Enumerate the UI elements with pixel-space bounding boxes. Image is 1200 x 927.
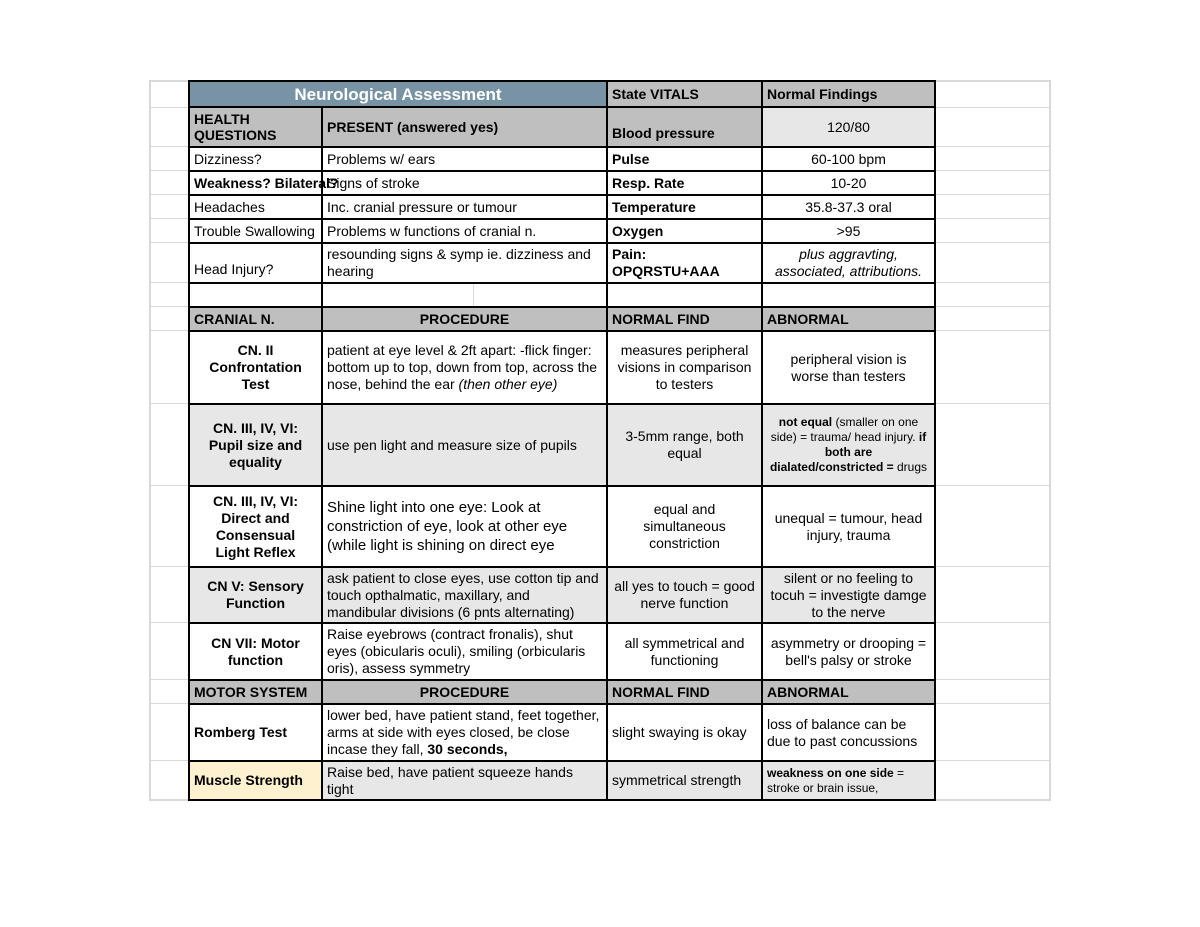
health-question: Head Injury?: [188, 242, 323, 284]
abnormal-emphasis: not equal: [778, 415, 833, 429]
vital-name: Pain: OPQRSTU+AAA: [606, 242, 763, 284]
health-question: Dizziness?: [188, 146, 323, 172]
health-present: Signs of stroke: [321, 170, 608, 196]
gridline: [150, 170, 189, 171]
vital-normal: 35.8-37.3 oral: [761, 194, 936, 220]
health-questions-header: HEALTH QUESTIONS: [188, 106, 323, 148]
gridline: [150, 679, 189, 680]
vital-normal: plus aggravting, associated, attributions.: [761, 242, 936, 284]
cranial-procedure: Shine light into one eye: Look at constriction of eye, look at other eye (while light is shining on direct eye: [321, 485, 608, 568]
border-segment: [934, 282, 936, 308]
health-present: Problems w/ ears: [321, 146, 608, 172]
gridline: [150, 242, 189, 243]
normal-find-header: NORMAL FIND: [606, 306, 763, 332]
gridline: [934, 485, 1050, 486]
cranial-abnormal: asymmetry or drooping = bell's palsy or stroke: [761, 622, 936, 681]
health-question: Trouble Swallowing: [188, 218, 323, 244]
cranial-normal: all symmetrical and functioning: [606, 622, 763, 681]
motor-normal: symmetrical strength: [606, 760, 763, 801]
cranial-procedure: ask patient to close eyes, use cotton tip and touch opthalmatic, maxillary, and mandibular divisions (6 pnts alternating): [321, 566, 608, 624]
motor-procedure: Raise bed, have patient squeeze hands tight: [321, 760, 608, 801]
vital-normal: 10-20: [761, 170, 936, 196]
abnormal-text: drugs: [893, 460, 928, 474]
border-segment: [606, 282, 608, 308]
motor-header: MOTOR SYSTEM: [188, 679, 323, 705]
abnormal-text: (smaller on one side) = trauma/ head injury.: [770, 415, 919, 444]
normal-findings-header: Normal Findings: [761, 80, 936, 108]
gridline: [1049, 80, 1051, 801]
border-segment: [321, 282, 323, 308]
procedure-emphasis: 30 seconds,: [427, 741, 508, 757]
vital-name: Temperature: [606, 194, 763, 220]
health-present: Inc. cranial pressure or tumour: [321, 194, 608, 220]
motor-abnormal: loss of balance can be due to past concussions: [761, 703, 936, 762]
cranial-nerve-name: CN V: Sensory Function: [188, 566, 323, 624]
procedure-text: lower bed, have patient stand, feet together, arms at side with eyes closed, be close incase they fall,: [327, 707, 600, 757]
gridline: [934, 107, 1050, 108]
cranial-abnormal: peripheral vision is worse than testers: [761, 330, 936, 405]
abnormal-emphasis: if both are dialated/constricted =: [769, 430, 927, 474]
gridline: [934, 566, 1050, 567]
gridline: [934, 242, 1050, 243]
cranial-procedure: use pen light and measure size of pupils: [321, 403, 608, 487]
gridline: [934, 679, 1050, 680]
cranial-header: CRANIAL N.: [188, 306, 323, 332]
cranial-abnormal: unequal = tumour, head injury, trauma: [761, 485, 936, 568]
vital-name: Pulse: [606, 146, 763, 172]
cranial-nerve-name: CN. III, IV, VI: Direct and Consensual Light Reflex: [188, 485, 323, 568]
gridline: [149, 80, 151, 801]
cranial-nerve-name: CN. II Confrontation Test: [188, 330, 323, 405]
border-segment: [761, 282, 763, 308]
abnormal-header: ABNORMAL: [761, 306, 936, 332]
cranial-normal: all yes to touch = good nerve function: [606, 566, 763, 624]
gridline: [150, 403, 189, 404]
gridline: [934, 218, 1050, 219]
motor-test-name: Muscle Strength: [188, 760, 323, 801]
gridline: [934, 146, 1050, 147]
abnormal-text: = stroke or brain issue,: [767, 765, 905, 795]
gridline: [934, 703, 1050, 704]
normal-find-header: NORMAL FIND: [606, 679, 763, 705]
cranial-abnormal: [761, 403, 936, 487]
motor-procedure: [321, 703, 608, 762]
gridline: [934, 330, 1050, 331]
abnormal-emphasis: weakness on one side: [767, 765, 894, 780]
gridline: [934, 760, 1050, 761]
vitals-header: State VITALS: [606, 80, 763, 108]
motor-abnormal: [761, 760, 936, 801]
health-present: Problems w functions of cranial n.: [321, 218, 608, 244]
motor-normal: slight swaying is okay: [606, 703, 763, 762]
gridline: [150, 703, 189, 704]
vital-normal: 60-100 bpm: [761, 146, 936, 172]
cranial-procedure: [321, 330, 608, 405]
procedure-note: (then other eye): [458, 376, 558, 392]
procedure-text: patient at eye level & 2ft apart: -flick finger: bottom up to top, down from top, across the nose, behind the ear: [327, 342, 598, 392]
gridline: [934, 80, 1050, 81]
gridline: [150, 194, 189, 195]
page-title: Neurological Assessment: [188, 80, 608, 108]
vital-normal: 120/80: [761, 106, 936, 148]
cranial-nerve-name: CN. III, IV, VI: Pupil size and equality: [188, 403, 323, 487]
gridline: [150, 146, 189, 147]
cranial-procedure: Raise eyebrows (contract fronalis), shut eyes (obicularis oculi), smiling (orbicularis oris), assess symmetry: [321, 622, 608, 681]
cranial-nerve-name: CN VII: Motor function: [188, 622, 323, 681]
gridline: [473, 283, 474, 306]
present-header: PRESENT (answered yes): [321, 106, 608, 148]
gridline: [150, 330, 189, 331]
cranial-normal: 3-5mm range, both equal: [606, 403, 763, 487]
vital-name: Resp. Rate: [606, 170, 763, 196]
gridline: [934, 170, 1050, 171]
motor-test-name: Romberg Test: [188, 703, 323, 762]
vital-normal: >95: [761, 218, 936, 244]
gridline: [150, 107, 189, 108]
abnormal-header: ABNORMAL: [761, 679, 936, 705]
gridline: [934, 403, 1050, 404]
health-question: Weakness? Bilateral?: [188, 170, 323, 196]
health-question: Headaches: [188, 194, 323, 220]
procedure-header: PROCEDURE: [321, 306, 608, 332]
gridline: [150, 218, 189, 219]
gridline: [150, 760, 189, 761]
border-segment: [188, 282, 190, 308]
health-present: resounding signs & symp ie. dizziness and hearing: [321, 242, 608, 284]
cranial-normal: measures peripheral visions in comparison to testers: [606, 330, 763, 405]
gridline: [934, 194, 1050, 195]
vital-name: Blood pressure: [606, 106, 763, 148]
gridline: [150, 622, 189, 623]
cranial-abnormal: silent or no feeling to tocuh = investigte damge to the nerve: [761, 566, 936, 624]
gridline: [150, 566, 189, 567]
cranial-normal: equal and simultaneous constriction: [606, 485, 763, 568]
gridline: [150, 485, 189, 486]
procedure-header: PROCEDURE: [321, 679, 608, 705]
vital-name: Oxygen: [606, 218, 763, 244]
gridline: [934, 622, 1050, 623]
